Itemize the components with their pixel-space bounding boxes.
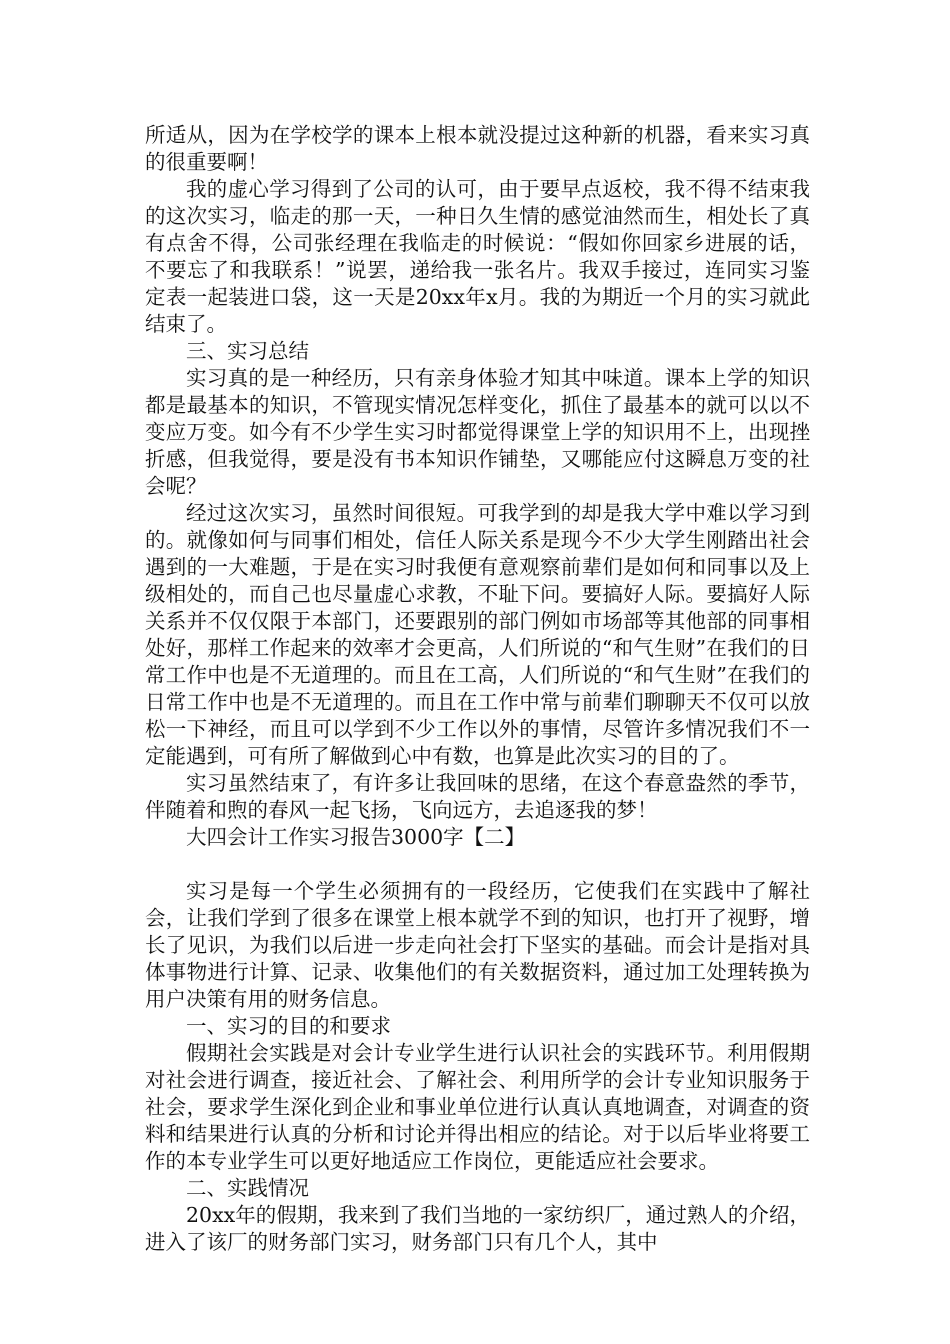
section-heading-practice: 二、实践情况 [186,1176,309,1200]
blank-line [145,851,810,878]
document-body [145,122,810,1256]
paragraph-purpose: 假期社会实践是对会计专业学生进行认识社会的实践环节。利用假期对社会进行调查，接近社会、了解社会、利用所学的会计专业知识服务于社会，要求学生深化到企业和事业单位进行认真认真地调查，对调查的资料和结果进行认真的分析和讨论并得出相应的结论。对于以后毕业将要工作的本专业学生可以更好地适应工作岗位，更能适应社会要求。 [145,1041,810,1173]
paragraph-intro: 实习是每一个学生必须拥有的一段经历，它使我们在实践中了解社会，让我们学到了很多在课堂上根本就学不到的知识，也打开了视野，增长了见识，为我们以后进一步走向社会打下坚实的基础。而会计是指对具体事物进行计算、记录、收集他们的有关数据资料，通过加工处理转换为用户决策有用的财务信息。 [145,879,810,1011]
report-title-two: 大四会计工作实习报告3000字【二】 [186,825,526,849]
paragraph-summary-3: 实习虽然结束了，有许多让我回味的思绪，在这个春意盎然的季节，伴随着和煦的春风一起飞扬，飞向远方，去追逐我的梦！ [145,771,810,822]
paragraph-practice: 20xx年的假期，我来到了我们当地的一家纺织厂，通过熟人的介绍，进入了该厂的财务部门实习，财务部门只有几个人，其中 [145,1203,810,1254]
paragraph-continuation: 所适从，因为在学校学的课本上根本就没提过这种新的机器，看来实习真的很重要啊！ [145,123,810,174]
section-heading-summary: 三、实习总结 [186,339,309,363]
paragraph-leaving: 我的虚心学习得到了公司的认可，由于要早点返校，我不得不结束我的这次实习，临走的那一天，一种日久生情的感觉油然而生，相处长了真有点舍不得，公司张经理在我临走的时候说：“假如你回家乡进展的话，不要忘了和我联系！”说罢，递给我一张名片。我双手接过，连同实习鉴定表一起装进口袋，这一天是20xx年x月。我的为期近一个月的实习就此结束了。 [145,177,810,336]
section-heading-purpose: 一、实习的目的和要求 [186,1014,391,1038]
paragraph-summary-2: 经过这次实习，虽然时间很短。可我学到的却是我大学中难以学习到的。就像如何与同事们相处，信任人际关系是现今不少大学生刚踏出社会遇到的一大难题，于是在实习时我便有意观察前辈们是如何和同事以及上级相处的，而自己也尽量虚心求教，不耻下问。要搞好人际。要搞好人际关系并不仅仅限于本部门，还要跟别的部门例如市场部等其他部的同事相处好，那样工作起来的效率才会更高，人们所说的“和气生财”在我们的日常工作中也是不无道理的。而且在工高，人们所说的“和气生财”在我们的日常工作中也是不无道理的。而且在工作中常与前辈们聊聊天不仅可以放松一下神经，而且可以学到不少工作以外的事情，尽管许多情况我们不一定能遇到，可有所了解做到心中有数，也算是此次实习的目的了。 [145,501,810,768]
paragraph-summary-1: 实习真的是一种经历，只有亲身体验才知其中味道。课本上学的知识都是最基本的知识，不管现实情况怎样变化，抓住了最基本的就可以以不变应万变。如今有不少学生实习时都觉得课堂上学的知识用不上，出现挫折感，但我觉得，要是没有书本知识作铺垫，又哪能应付这瞬息万变的社会呢？ [145,366,810,498]
